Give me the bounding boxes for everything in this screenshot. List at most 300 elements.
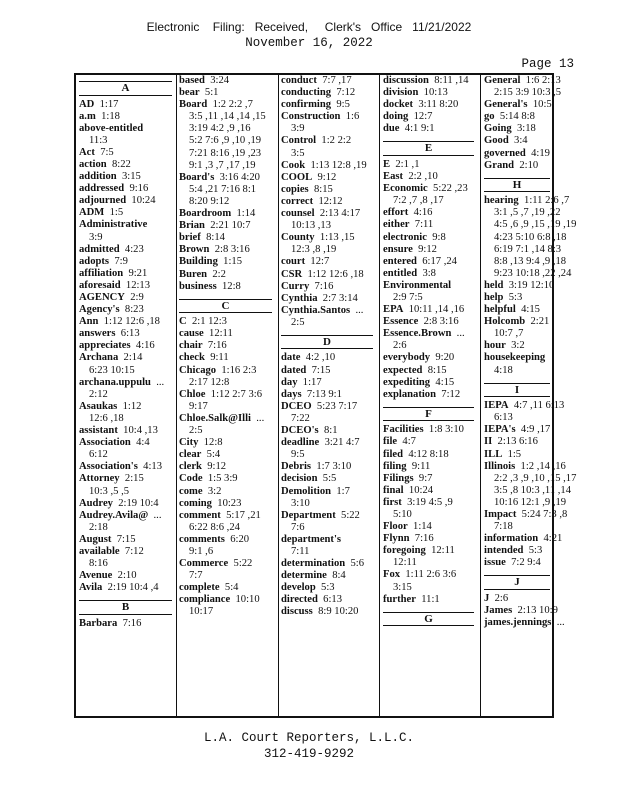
index-entry — [79, 473, 176, 485]
page-line-refs: 6:17 ,24 — [422, 255, 457, 267]
page-line-refs: 3:4 — [514, 135, 528, 147]
page-line-refs: ... — [456, 328, 465, 340]
page-line-refs: 2:19 10:4 ,4 — [107, 582, 159, 594]
index-entry — [179, 281, 276, 293]
index-entry — [179, 582, 276, 594]
index-word: Agency's — [79, 304, 120, 316]
index-entry — [79, 437, 176, 449]
hearing-date: November 16, 2022 — [245, 36, 373, 50]
page-line-refs: 12:11 — [431, 545, 455, 557]
index-entry — [281, 582, 377, 594]
index-entry — [179, 365, 276, 377]
page-line-refs: 5:2 7:6 ,9 ,10 ,19 — [189, 135, 262, 147]
index-word: comment — [179, 509, 221, 521]
page-line-refs: 2:19 10:4 — [118, 497, 159, 509]
index-word: Code — [179, 473, 203, 485]
index-word: Illinois — [484, 460, 516, 472]
word-index-box — [74, 73, 577, 718]
index-word: Going — [484, 123, 512, 135]
page-line-refs: ... — [156, 376, 165, 388]
index-entry — [179, 352, 276, 364]
page-line-refs: 4:9 ,17 — [520, 424, 551, 436]
page-line-refs: 10:4 ,13 — [123, 425, 158, 437]
page-line-refs: 5:3 — [528, 545, 543, 557]
index-word: court — [281, 256, 306, 268]
page-line-refs: 10:16 12:1 ,9 ,19 — [494, 496, 567, 508]
index-entry — [79, 618, 176, 630]
index-word: foregoing — [383, 545, 426, 557]
page-line-refs: 3:2 — [207, 485, 222, 497]
page-line-refs: 7:12 — [124, 545, 144, 557]
index-word: confirming — [281, 99, 332, 111]
index-word: copies — [281, 183, 309, 195]
index-word: dated — [281, 364, 307, 376]
index-word: compliance — [179, 594, 231, 606]
page-line-refs: 9:23 10:18 ,22 ,24 — [494, 267, 572, 279]
page-line-refs: 9:21 — [128, 267, 148, 279]
page-line-refs: 3:19 4:2 ,9 ,16 — [189, 123, 251, 135]
letter-heading: H — [484, 178, 550, 193]
index-entry — [383, 99, 478, 111]
index-entry — [179, 172, 276, 184]
page-line-refs: 5:23 7:17 — [316, 400, 358, 412]
page-line-refs: 5:4 — [224, 582, 239, 594]
page-line-refs: 4:16 — [413, 207, 433, 219]
column-divider — [176, 75, 177, 716]
page-line-refs: 7:7 — [189, 570, 203, 582]
page-line-refs: 1:11 2:6 ,7 — [524, 195, 570, 207]
index-entry — [383, 509, 478, 521]
index-word: admitted — [79, 243, 120, 255]
index-entry — [484, 160, 554, 172]
index-entry — [484, 557, 554, 569]
index-word: complete — [179, 582, 220, 594]
index-entry — [281, 389, 377, 401]
page-line-refs: 7:7 ,17 — [322, 75, 352, 86]
index-word: Cynthia — [281, 292, 318, 304]
page-line-refs: 1:7 3:10 — [316, 461, 352, 473]
index-entry — [179, 316, 276, 328]
index-word: hour — [484, 340, 506, 352]
index-entry — [179, 377, 276, 389]
page-line-refs: 9:1 ,3 ,7 ,17 ,19 — [189, 159, 256, 171]
page-line-refs: 3:10 — [291, 497, 310, 509]
index-entry — [281, 377, 377, 389]
index-entry — [179, 437, 276, 449]
index-entry — [79, 401, 176, 413]
index-entry — [79, 328, 176, 340]
index-entry — [383, 485, 478, 497]
page-line-refs: ... — [355, 304, 364, 316]
index-entry — [484, 521, 554, 533]
letter-heading: C — [179, 299, 272, 314]
index-entry — [179, 256, 276, 268]
page-line-refs: 5:6 — [350, 558, 364, 570]
index-entry — [484, 231, 567, 244]
index-entry — [383, 123, 478, 135]
index-entry — [484, 135, 554, 147]
index-column-5 — [484, 75, 577, 716]
index-word: day — [281, 376, 298, 388]
letter-heading: I — [484, 383, 550, 398]
index-word: addition — [79, 171, 117, 183]
index-entry — [484, 593, 554, 605]
page-line-refs: 3:19 4:5 ,9 — [407, 496, 453, 508]
column-divider — [379, 75, 380, 716]
index-entry — [281, 281, 377, 293]
index-entry — [79, 510, 176, 522]
page-line-refs: 1:12 12:6 ,18 — [307, 268, 364, 280]
page-line-refs: 3:19 12:10 — [508, 279, 555, 291]
index-word: COOL — [281, 171, 313, 183]
index-entry — [383, 159, 478, 171]
index-word: J — [484, 592, 490, 604]
index-word: Grand — [484, 159, 515, 171]
index-entry — [179, 534, 276, 546]
index-entry — [383, 389, 478, 401]
index-entry — [79, 534, 176, 546]
page-line-refs: 3:21 4:7 — [324, 437, 360, 449]
index-word: addressed — [79, 183, 125, 195]
page-line-refs: 10:17 — [189, 606, 214, 618]
index-word: develop — [281, 582, 316, 594]
index-word: final — [383, 484, 404, 496]
page-line-refs: 1:8 3:10 — [428, 424, 464, 436]
page-line-refs: 12:7 — [413, 111, 433, 123]
page-line-refs: 8:15 — [427, 364, 447, 376]
page-line-refs: 9:8 — [432, 231, 446, 243]
index-word: adjourned — [79, 195, 127, 207]
index-entry — [179, 75, 276, 87]
page-line-refs: 9:11 — [411, 460, 431, 472]
index-entry — [281, 269, 377, 281]
index-entry — [179, 498, 276, 510]
page-line-refs: 7:18 — [494, 521, 513, 533]
page-line-refs: 3:15 — [393, 581, 412, 593]
page-line-refs: 4:13 — [143, 461, 163, 473]
index-entry — [179, 522, 276, 534]
index-entry — [79, 352, 176, 364]
page-line-refs: 12:8 — [222, 280, 241, 292]
page-line-refs: 2:10 — [117, 570, 137, 582]
page-line-refs: 9:11 — [210, 352, 229, 364]
index-word: Building — [179, 256, 218, 268]
index-entry — [484, 400, 565, 412]
page-line-refs: 1:6 2:13 — [525, 75, 561, 86]
index-entry — [281, 317, 377, 329]
index-entry — [179, 594, 276, 606]
index-word: brief — [179, 232, 201, 244]
index-entry — [484, 148, 554, 160]
index-word: coming — [179, 497, 212, 509]
index-entry — [281, 232, 377, 244]
index-word: adopts — [79, 255, 110, 267]
page-line-refs: 10:13 — [423, 87, 448, 99]
page-line-refs: 9:1 ,6 — [189, 545, 214, 557]
index-word: correct — [281, 195, 314, 207]
page-line-refs: 7:2 ,7 ,8 ,17 — [393, 195, 444, 207]
page-line-refs: 8:20 9:12 — [189, 195, 230, 207]
page-line-refs: 12:7 — [310, 256, 330, 268]
index-entry — [79, 304, 176, 316]
index-entry — [484, 267, 572, 280]
index-entry — [79, 99, 176, 111]
index-entry — [281, 461, 377, 473]
letter-heading: F — [383, 407, 474, 422]
index-word: Commerce — [179, 558, 229, 570]
index-entry — [383, 75, 478, 87]
index-word: Cynthia.Santos — [281, 304, 351, 316]
page-line-refs: 1:2 2:2 ,7 — [212, 99, 253, 111]
index-word: Essence.Brown — [383, 328, 452, 340]
letter-heading: E — [383, 141, 474, 156]
page-line-refs: ... — [153, 509, 162, 521]
index-entry — [484, 111, 554, 123]
index-entry — [179, 87, 276, 99]
index-word: directed — [281, 594, 318, 606]
page-line-refs: 1:14 — [413, 521, 432, 533]
index-entry — [79, 377, 176, 389]
index-word: Brian — [179, 220, 205, 232]
page-line-refs: 5:24 7:3 ,8 — [521, 509, 568, 520]
index-word: based — [179, 75, 205, 86]
index-word: determination — [281, 558, 346, 570]
index-entry — [383, 171, 478, 183]
index-entry — [179, 606, 276, 618]
index-word: Demolition — [281, 485, 332, 497]
index-entry — [79, 365, 176, 377]
index-word: CSR — [281, 268, 303, 280]
page-line-refs: 7:22 — [291, 412, 310, 424]
index-entry — [484, 292, 554, 304]
page-line-refs: 5:4 ,21 7:16 8:1 — [189, 183, 257, 195]
index-word: Curry — [281, 280, 310, 292]
page-line-refs: 4:7 — [402, 436, 416, 448]
index-entry — [179, 220, 276, 232]
page-line-refs: 2:14 — [123, 352, 143, 364]
page-line-refs: 2:9 — [130, 292, 144, 303]
index-entry — [383, 87, 478, 99]
page-line-refs: 2:21 10:7 — [210, 220, 251, 232]
page-line-refs: 9:12 — [207, 461, 227, 473]
page-line-refs: 5:14 8:8 — [499, 111, 535, 123]
index-entry — [179, 208, 276, 220]
index-entry — [179, 340, 276, 352]
index-entry — [179, 401, 276, 413]
index-entry — [79, 183, 176, 195]
index-entry — [383, 207, 478, 219]
index-entry — [484, 255, 567, 268]
index-entry — [383, 183, 478, 195]
index-entry — [179, 486, 276, 498]
index-word: housekeeping — [484, 352, 546, 364]
page-line-refs: 4:2 ,10 — [305, 352, 336, 364]
index-entry — [79, 207, 176, 219]
index-entry — [383, 473, 478, 485]
index-word: date — [281, 352, 301, 364]
page-line-refs: ... — [556, 617, 565, 629]
index-word: County — [281, 232, 315, 244]
page-line-refs: 4:21 — [543, 533, 563, 545]
index-entry — [281, 425, 377, 437]
index-entry — [484, 436, 554, 448]
index-entry — [179, 196, 276, 208]
index-word: file — [383, 436, 398, 448]
index-word: entitled — [383, 267, 418, 279]
page-line-refs: 1:2 2:2 — [321, 135, 352, 147]
index-word: above-entitled — [79, 122, 144, 134]
page-line-refs: 7:16 — [314, 280, 334, 292]
index-entry — [179, 328, 276, 340]
index-entry — [79, 280, 176, 292]
index-entry — [79, 389, 176, 401]
index-entry — [484, 617, 565, 629]
page-line-refs: 10:7 ,7 — [494, 328, 524, 340]
index-entry — [281, 498, 377, 510]
index-word: Avila — [79, 582, 103, 594]
index-word: hearing — [484, 195, 519, 207]
index-entry — [79, 111, 176, 123]
index-word: Act — [79, 146, 95, 158]
index-entry — [383, 219, 478, 231]
index-entry — [79, 292, 176, 304]
page-line-refs: 8:9 10:20 — [318, 606, 359, 618]
page-line-refs: 10:3 ,5 ,5 — [89, 485, 130, 497]
page-line-refs: 1:12 2:7 3:6 — [210, 388, 262, 400]
index-word: Attorney — [79, 473, 120, 485]
index-word: a.m — [79, 110, 96, 122]
index-entry — [281, 437, 377, 449]
index-entry — [383, 377, 478, 389]
reporter-company: L.A. Court Reporters, L.L.C. — [203, 731, 415, 745]
index-entry — [383, 328, 478, 340]
page-line-refs: 5:10 — [393, 509, 412, 520]
page-line-refs: 7:9 — [114, 255, 128, 267]
page-line-refs: 8:14 — [206, 232, 225, 244]
index-word: business — [179, 280, 217, 292]
page-line-refs: 3:5 ,11 ,14 ,14 ,15 — [189, 111, 266, 123]
column-divider — [278, 75, 279, 716]
index-entry — [281, 473, 377, 485]
index-word: Cook — [281, 159, 306, 171]
index-word: DCEO's — [281, 425, 319, 437]
index-entry — [281, 522, 377, 534]
index-entry — [179, 413, 276, 425]
letter-heading: B — [79, 600, 172, 615]
page-line-refs: 2:6 — [494, 592, 509, 604]
index-column-2 — [179, 75, 276, 716]
index-entry — [281, 75, 377, 87]
page-line-refs: 5:3 — [321, 582, 335, 594]
page-line-refs: 7:5 — [100, 146, 114, 158]
page-line-refs: 1:11 2:6 3:6 — [405, 569, 457, 581]
index-entry — [179, 510, 276, 522]
index-word: Avenue — [79, 570, 113, 582]
page-line-refs: 7:2 9:4 — [511, 557, 541, 569]
page-line-refs: 12:13 — [125, 279, 151, 291]
index-entry — [179, 135, 276, 147]
index-entry — [79, 340, 176, 352]
page-line-refs: 5:22 ,23 — [433, 183, 468, 195]
page-line-refs: 2:2 — [212, 268, 226, 280]
index-entry — [281, 293, 377, 305]
index-entry — [484, 472, 577, 485]
index-entry — [383, 292, 478, 304]
page-line-refs: 4:5 ,6 ,9 ,15 ,19 ,19 — [494, 219, 577, 231]
page-line-refs: 4:7 ,11 6:13 — [513, 400, 565, 412]
index-word: Fox — [383, 569, 401, 581]
page-line-refs: 1:12 — [122, 400, 142, 412]
letter-heading: D — [281, 335, 373, 350]
index-entry — [383, 521, 478, 533]
index-entry — [383, 268, 478, 280]
index-entry — [79, 268, 176, 280]
index-word: first — [383, 496, 402, 508]
index-entry — [281, 401, 377, 413]
page-line-refs: 6:20 — [230, 533, 250, 545]
index-entry — [383, 424, 478, 436]
index-entry — [79, 449, 176, 461]
index-word: department's — [281, 533, 342, 545]
index-word: City — [179, 437, 199, 449]
page-line-refs: 8:1 — [323, 425, 338, 437]
page-line-refs: 7:16 — [122, 617, 142, 629]
index-entry — [281, 449, 377, 461]
index-entry — [383, 111, 478, 123]
index-entry — [281, 87, 377, 99]
index-entry — [179, 461, 276, 473]
page-line-refs: 3:24 — [210, 75, 230, 86]
index-entry — [484, 280, 554, 292]
page-line-refs: 11:3 — [89, 134, 108, 146]
index-entry — [179, 425, 276, 437]
index-word: issue — [484, 557, 506, 569]
page-line-refs: 4:12 8:18 — [408, 448, 449, 460]
index-entry — [179, 244, 276, 256]
index-word: either — [383, 219, 410, 231]
page-line-refs: 7:15 — [311, 364, 331, 376]
index-word: Administrative — [79, 219, 148, 231]
index-entry — [281, 208, 377, 220]
page-line-refs: 1:16 2:3 — [221, 364, 257, 376]
page-line-refs: 2:7 3:14 — [322, 292, 358, 304]
index-entry — [484, 424, 554, 436]
index-entry — [79, 461, 176, 473]
index-word: Archana — [79, 352, 119, 364]
index-word: helpful — [484, 304, 516, 316]
index-entry — [383, 316, 478, 328]
index-entry — [484, 75, 561, 87]
index-word: clerk — [179, 461, 202, 473]
index-entry — [281, 196, 377, 208]
page-line-refs: 9:5 — [291, 449, 305, 461]
page-line-refs: 3:5 ,8 10:3 ,11 ,14 — [494, 484, 572, 496]
index-entry — [484, 304, 554, 316]
index-word: affiliation — [79, 267, 124, 279]
index-word: Buren — [179, 268, 208, 280]
page-line-refs: 9:12 — [317, 171, 337, 183]
index-word: james.jennings — [484, 617, 552, 629]
index-entry — [79, 123, 176, 135]
index-word: information — [484, 533, 539, 545]
filing-header: Electronic Filing: Received, Clerk's Office 11/21/2022 — [146, 20, 472, 34]
index-word: electronic — [383, 231, 427, 243]
page-line-refs: 3:5 — [291, 147, 305, 159]
index-word: Environmental — [383, 279, 452, 291]
page-line-refs: 7:12 — [441, 388, 461, 400]
page-line-refs: 3:16 4:20 — [219, 171, 260, 183]
page-line-refs: 1:2 ,14 ,16 — [520, 460, 566, 472]
